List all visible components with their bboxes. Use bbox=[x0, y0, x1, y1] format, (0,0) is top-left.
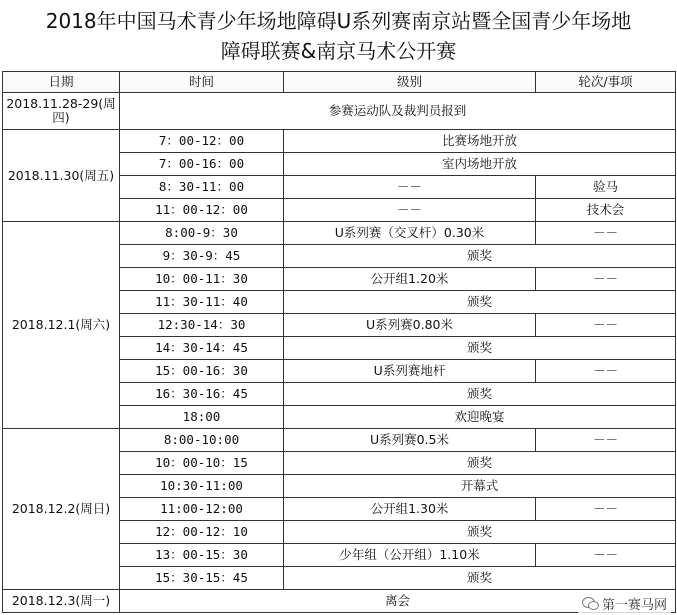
round-cell: －－ bbox=[536, 429, 676, 452]
watermark-text: 第一赛马网 bbox=[601, 598, 667, 613]
round-cell: －－ bbox=[536, 498, 676, 521]
document-title bbox=[0, 0, 677, 66]
table-row bbox=[3, 429, 676, 452]
time-cell: 15：30-15：45 bbox=[120, 567, 284, 590]
wechat-icon bbox=[582, 597, 598, 610]
time-cell: 12：00-12：10 bbox=[120, 521, 284, 544]
round-cell: －－ bbox=[536, 268, 676, 291]
watermark bbox=[578, 594, 671, 613]
event-cell: 颁奖 bbox=[284, 521, 676, 544]
event-cell: 颁奖 bbox=[284, 452, 676, 475]
event-cell: 颁奖 bbox=[284, 245, 676, 268]
time-cell: 11：00-12：00 bbox=[120, 199, 284, 222]
event-cell: 室内场地开放 bbox=[284, 153, 676, 176]
table-row bbox=[3, 590, 676, 613]
time-cell: 12:30-14：30 bbox=[120, 314, 284, 337]
level-cell: －－ bbox=[284, 199, 536, 222]
event-cell: 欢迎晚宴 bbox=[284, 406, 676, 429]
round-cell: －－ bbox=[536, 360, 676, 383]
header-row bbox=[3, 72, 676, 93]
event-cell: 离会 bbox=[120, 590, 676, 613]
header-round: 轮次/事项 bbox=[536, 72, 676, 93]
header-level: 级别 bbox=[284, 72, 536, 93]
title-line-1: 2018年中国马术青少年场地障碍U系列赛南京站暨全国青少年场地 bbox=[45, 9, 632, 33]
time-cell: 18:00 bbox=[120, 406, 284, 429]
time-cell: 16：30-16：45 bbox=[120, 383, 284, 406]
header-time: 时间 bbox=[120, 72, 284, 93]
time-cell: 8:00-10:00 bbox=[120, 429, 284, 452]
time-cell: 11：30-11：40 bbox=[120, 291, 284, 314]
round-cell: －－ bbox=[536, 222, 676, 245]
event-cell: 开幕式 bbox=[284, 475, 676, 498]
round-cell: －－ bbox=[536, 544, 676, 567]
level-cell: 少年组（公开组）1.10米 bbox=[284, 544, 536, 567]
event-cell: 颁奖 bbox=[284, 291, 676, 314]
header-date: 日期 bbox=[3, 72, 120, 93]
time-cell: 13：00-15：30 bbox=[120, 544, 284, 567]
date-cell: 2018.11.28-29(周四) bbox=[3, 93, 120, 130]
round-cell: 验马 bbox=[536, 176, 676, 199]
table-row bbox=[3, 93, 676, 130]
time-cell: 15：00-16：30 bbox=[120, 360, 284, 383]
time-cell: 8:00-9：30 bbox=[120, 222, 284, 245]
time-cell: 10：00-11：30 bbox=[120, 268, 284, 291]
round-cell: 技术会 bbox=[536, 199, 676, 222]
time-cell: 10:30-11:00 bbox=[120, 475, 284, 498]
event-cell: 颁奖 bbox=[284, 567, 676, 590]
level-cell: U系列赛地杆 bbox=[284, 360, 536, 383]
time-cell: 7：00-16：00 bbox=[120, 153, 284, 176]
time-cell: 9：30-9：45 bbox=[120, 245, 284, 268]
round-cell: －－ bbox=[536, 314, 676, 337]
table-row bbox=[3, 130, 676, 153]
time-cell: 14：30-14：45 bbox=[120, 337, 284, 360]
event-cell: 比赛场地开放 bbox=[284, 130, 676, 153]
level-cell: U系列赛0.5米 bbox=[284, 429, 536, 452]
time-cell: 8：30-11：00 bbox=[120, 176, 284, 199]
date-cell: 2018.12.1(周六) bbox=[3, 222, 120, 429]
level-cell: －－ bbox=[284, 176, 536, 199]
level-cell: 公开组1.20米 bbox=[284, 268, 536, 291]
date-cell: 2018.12.2(周日) bbox=[3, 429, 120, 590]
level-cell: U系列赛（交叉杆）0.30米 bbox=[284, 222, 536, 245]
event-cell: 颁奖 bbox=[284, 383, 676, 406]
title-line-2: 障碍联赛&南京马术公开赛 bbox=[220, 39, 457, 63]
date-cell: 2018.12.3(周一) bbox=[3, 590, 120, 613]
event-cell: 颁奖 bbox=[284, 337, 676, 360]
level-cell: 公开组1.30米 bbox=[284, 498, 536, 521]
date-cell: 2018.11.30(周五) bbox=[3, 130, 120, 222]
time-cell: 10：00-10：15 bbox=[120, 452, 284, 475]
table-row bbox=[3, 222, 676, 245]
level-cell: U系列赛0.80米 bbox=[284, 314, 536, 337]
event-cell: 参赛运动队及裁判员报到 bbox=[120, 93, 676, 130]
time-cell: 11:00-12:00 bbox=[120, 498, 284, 521]
time-cell: 7：00-12：00 bbox=[120, 130, 284, 153]
schedule-table bbox=[2, 71, 676, 613]
